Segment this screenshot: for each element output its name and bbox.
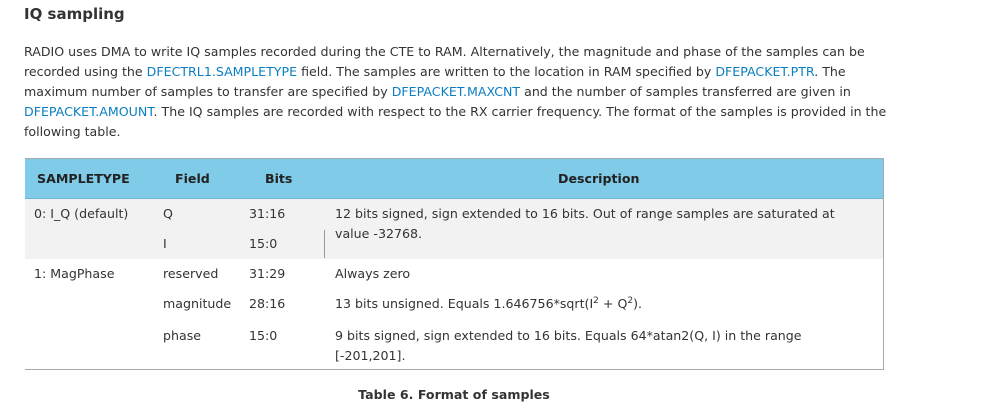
magnitude-desc-sup1: 2 — [593, 295, 599, 306]
cell-divider — [324, 230, 325, 258]
magnitude-desc-pre: 13 bits unsigned. Equals 1.646756*sqrt(I — [335, 296, 594, 311]
header-sampletype: SAMPLETYPE — [37, 171, 130, 186]
cell-bits-i: 15:0 — [249, 236, 278, 251]
intro-text-5: . The IQ samples are recorded with respect to the RX carrier frequency. The format of the samples is provided in the following table. — [24, 104, 887, 139]
cell-description-q: 12 bits signed, sign extended to 16 bits. Out of range samples are saturated at value -32768. — [335, 206, 835, 241]
magnitude-desc-post: ). — [633, 296, 643, 311]
link-dfepacket-amount[interactable]: DFEPACKET.AMOUNT — [24, 104, 154, 119]
samples-format-table — [25, 158, 884, 370]
header-description: Description — [558, 171, 640, 186]
cell-bits-q: 31:16 — [249, 206, 286, 221]
cell-description-phase: 9 bits signed, sign extended to 16 bits. Equals 64*atan2(Q, I) in the range [-201,201]. — [335, 328, 802, 363]
link-dfectrl1-sampletype[interactable]: DFECTRL1.SAMPLETYPE — [146, 64, 298, 79]
cell-bits-phase: 15:0 — [249, 328, 278, 343]
cell-bits-magnitude: 28:16 — [249, 296, 286, 311]
cell-field-reserved: reserved — [163, 266, 219, 281]
cell-field-phase: phase — [163, 328, 202, 343]
intro-text-1: RADIO uses DMA to write IQ samples recorded during the CTE to RAM. Alternatively, the magnitude and phase of the samples can be recorded using the — [24, 44, 865, 79]
link-dfepacket-ptr[interactable]: DFEPACKET.PTR — [715, 64, 815, 79]
table-header-row — [25, 158, 883, 199]
magnitude-desc-mid: + Q — [598, 296, 628, 311]
cell-description-magnitude — [335, 294, 642, 314]
section-title: IQ sampling — [24, 5, 125, 23]
cell-sampletype-magphase: 1: MagPhase — [34, 266, 115, 281]
header-field: Field — [175, 171, 210, 186]
cell-sampletype-iq: 0: I_Q (default) — [34, 206, 129, 221]
magnitude-desc-sup2: 2 — [627, 295, 634, 306]
table-caption: Table 6. Format of samples — [358, 387, 550, 402]
intro-text-2: field. The samples are written to the location in RAM specified by — [297, 64, 716, 79]
cell-field-q: Q — [163, 206, 173, 221]
intro-text-4: and the number of samples transferred are given in — [520, 84, 851, 99]
cell-field-magnitude: magnitude — [163, 296, 232, 311]
link-dfepacket-maxcnt[interactable]: DFEPACKET.MAXCNT — [391, 84, 521, 99]
cell-field-i: I — [163, 236, 167, 251]
cell-description-reserved: Always zero — [335, 266, 411, 281]
intro-text-3: . The maximum number of samples to transfer are specified by — [24, 64, 846, 99]
cell-bits-reserved: 31:29 — [249, 266, 286, 281]
header-bits: Bits — [265, 171, 293, 186]
intro-paragraph — [24, 42, 894, 142]
